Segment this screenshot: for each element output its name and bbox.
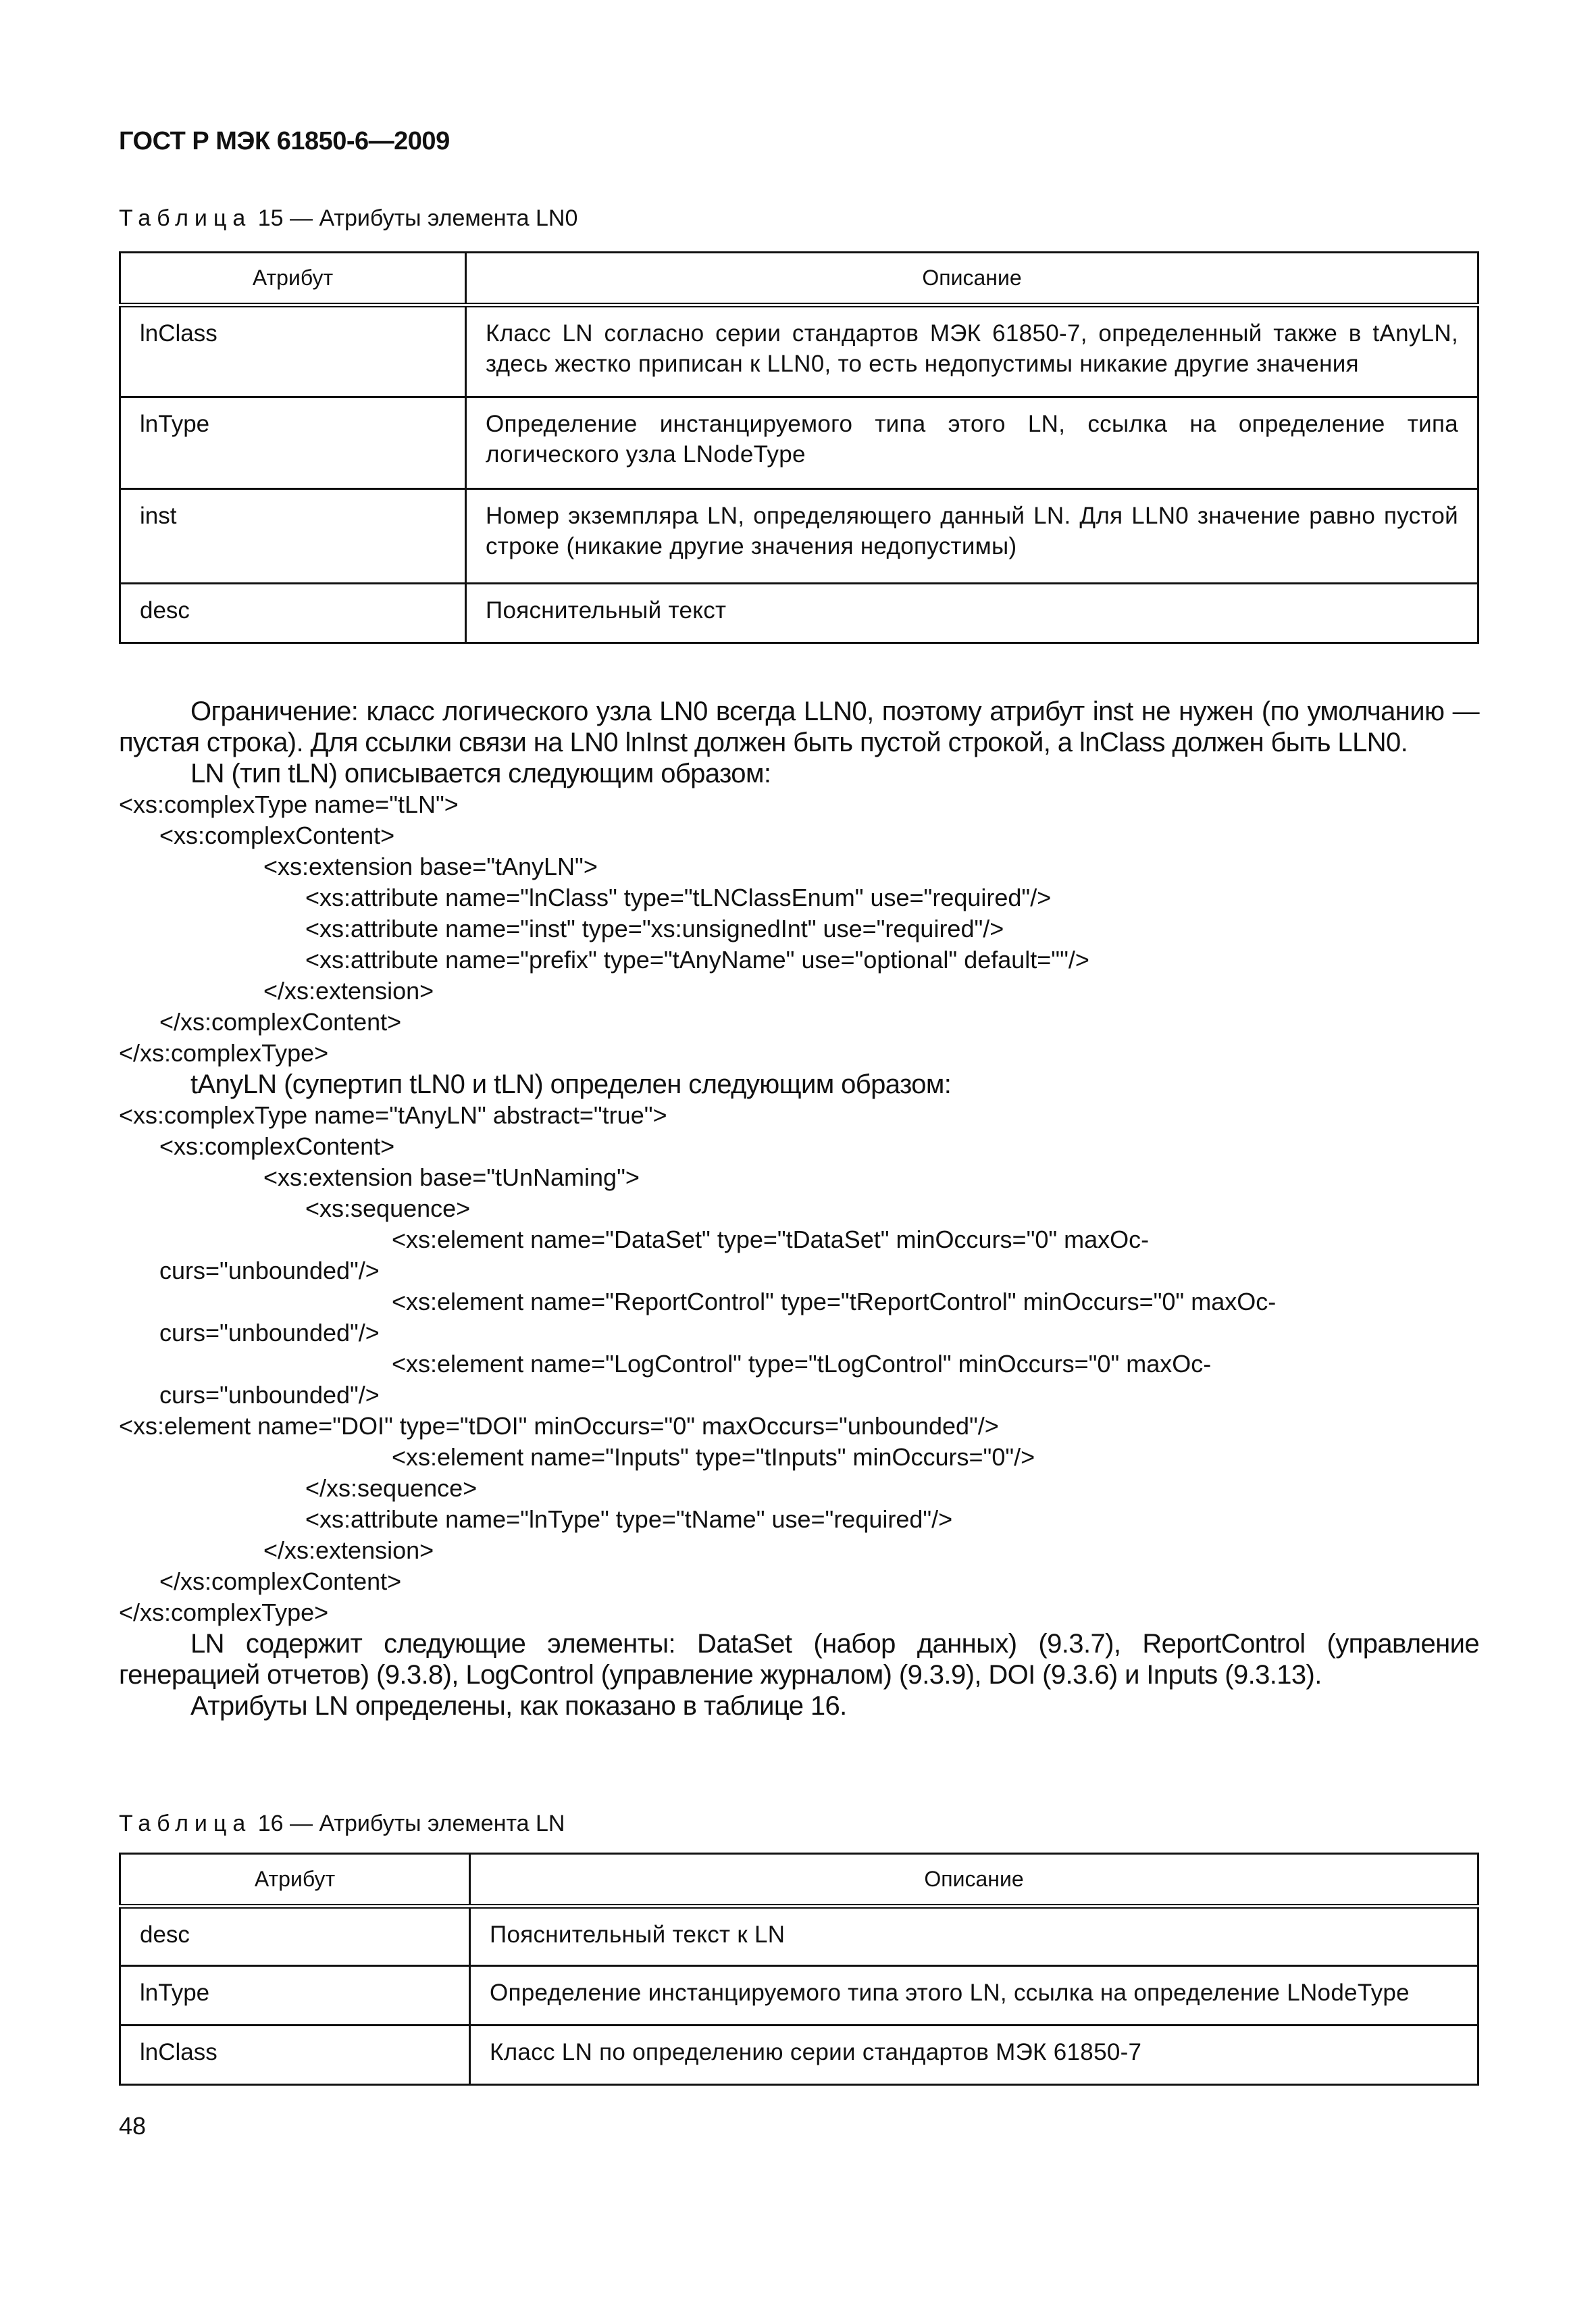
code-line: <xs:element name="LogControl" type="tLogControl" minOccurs="0" maxOc-	[392, 1350, 1212, 1378]
code-line: <xs:attribute name="lnClass" type="tLNClassEnum" use="required"/>	[305, 884, 1052, 911]
code-line: curs="unbounded"/>	[159, 1319, 380, 1347]
table-row	[120, 2026, 1478, 2085]
table-16	[119, 1853, 1479, 2086]
code-line: </xs:sequence>	[305, 1474, 478, 1502]
column-header-attribute: Атрибут	[120, 1854, 470, 1907]
table-row	[120, 489, 1478, 584]
ln-attributes-paragraph: Атрибуты LN определены, как показано в таблице 16.	[190, 1691, 847, 1721]
attribute-cell: desc	[120, 584, 466, 643]
attribute-cell: lnClass	[120, 2026, 470, 2085]
code-line: <xs:element name="DataSet" type="tDataSet" minOccurs="0" maxOc-	[392, 1226, 1150, 1253]
code-line: <xs:attribute name="lnType" type="tName" use="required"/>	[305, 1505, 953, 1533]
table-15	[119, 251, 1479, 644]
code-line: </xs:extension>	[263, 1536, 434, 1564]
table-15-caption-text: 15 — Атрибуты элемента LN0	[251, 205, 578, 231]
table-16-caption	[119, 1811, 565, 1837]
code-line: </xs:complexType>	[119, 1599, 329, 1626]
column-header-description: Описание	[466, 253, 1478, 305]
table-16-caption-word: Таблица	[119, 1811, 252, 1836]
code-line: <xs:element name="ReportControl" type="tReportControl" minOccurs="0" maxOc-	[392, 1288, 1277, 1315]
code-line: </xs:complexContent>	[159, 1567, 402, 1595]
code-line: <xs:complexContent>	[159, 1132, 395, 1160]
attribute-cell: desc	[120, 1907, 470, 1966]
description-cell: Класс LN по определению серии стандартов МЭК 61850-7	[470, 2026, 1478, 2085]
code-line: </xs:complexContent>	[159, 1008, 402, 1036]
table-row	[120, 584, 1478, 643]
table-16-caption-text: 16 — Атрибуты элемента LN	[251, 1811, 565, 1836]
code-line: <xs:attribute name="prefix" type="tAnyName" use="optional" default=""/>	[305, 946, 1089, 974]
description-cell: Определение инстанцируемого типа этого LN, ссылка на определение LNodeType	[470, 1966, 1478, 2026]
restriction-paragraph: Ограничение: класс логического узла LN0 всегда LLN0, поэтому атрибут inst не нужен (по умолчанию — пустая строка). Для ссылки связи на LN0 lnInst должен быть пустой строкой, а lnClass должен быть LLN0.	[119, 697, 1479, 757]
code-line: curs="unbounded"/>	[159, 1257, 380, 1284]
ln-intro-paragraph: LN (тип tLN) описывается следующим образом:	[190, 759, 771, 788]
code-line: curs="unbounded"/>	[159, 1381, 380, 1409]
table-row	[120, 397, 1478, 489]
code-line: </xs:extension>	[263, 977, 434, 1005]
attribute-cell: lnType	[120, 397, 466, 489]
attribute-cell: inst	[120, 489, 466, 584]
code-line: <xs:extension base="tUnNaming">	[263, 1163, 640, 1191]
body-text	[119, 696, 1479, 1721]
code-line: <xs:sequence>	[305, 1194, 471, 1222]
description-cell: Номер экземпляра LN, определяющего данный LN. Для LLN0 значение равно пустой строке (никакие другие значения недопустимы)	[466, 489, 1478, 584]
code-line: <xs:element name="DOI" type="tDOI" minOccurs="0" maxOccurs="unbounded"/>	[119, 1412, 999, 1440]
page-number: 48	[119, 2112, 147, 2140]
table-row	[120, 305, 1478, 397]
standard-header: ГОСТ Р МЭК 61850-6—2009	[119, 127, 450, 155]
code-block-tanyln	[119, 1100, 1479, 1628]
table-row	[120, 1907, 1478, 1966]
attribute-cell: lnType	[120, 1966, 470, 2026]
description-cell: Пояснительный текст к LN	[470, 1907, 1478, 1966]
ln-elements-paragraph: LN содержит следующие элементы: DataSet (набор данных) (9.3.7), ReportControl (управление генерацией отчетов) (9.3.8), LogControl (управление журналом) (9.3.9), DOI (9.3.6) и Inputs (9.3.13).	[119, 1629, 1479, 1690]
attribute-cell: lnClass	[120, 305, 466, 397]
code-line: <xs:element name="Inputs" type="tInputs" minOccurs="0"/>	[392, 1443, 1035, 1471]
code-line: <xs:attribute name="inst" type="xs:unsignedInt" use="required"/>	[305, 915, 1004, 942]
code-line: </xs:complexType>	[119, 1039, 329, 1067]
table-header-row	[120, 253, 1478, 305]
column-header-attribute: Атрибут	[120, 253, 466, 305]
table-15-caption	[119, 205, 577, 232]
table-row	[120, 1966, 1478, 2026]
code-line: <xs:complexType name="tLN">	[119, 790, 459, 818]
code-line: <xs:extension base="tAnyLN">	[263, 853, 598, 880]
table-header-row	[120, 1854, 1478, 1907]
code-block-tln	[119, 789, 1479, 1069]
column-header-description: Описание	[470, 1854, 1478, 1907]
code-line: <xs:complexType name="tAnyLN" abstract="true">	[119, 1101, 667, 1129]
description-cell: Определение инстанцируемого типа этого LN, ссылка на определение типа логического узла LNodeType	[466, 397, 1478, 489]
table-15-caption-word: Таблица	[119, 205, 252, 231]
description-cell: Класс LN согласно серии стандартов МЭК 61850-7, определенный также в tAnyLN, здесь жестко приписан к LLN0, то есть недопустимы никакие другие значения	[466, 305, 1478, 397]
code-line: <xs:complexContent>	[159, 822, 395, 849]
description-cell: Пояснительный текст	[466, 584, 1478, 643]
tanyln-intro-paragraph: tAnyLN (супертип tLN0 и tLN) определен следующим образом:	[190, 1070, 952, 1099]
